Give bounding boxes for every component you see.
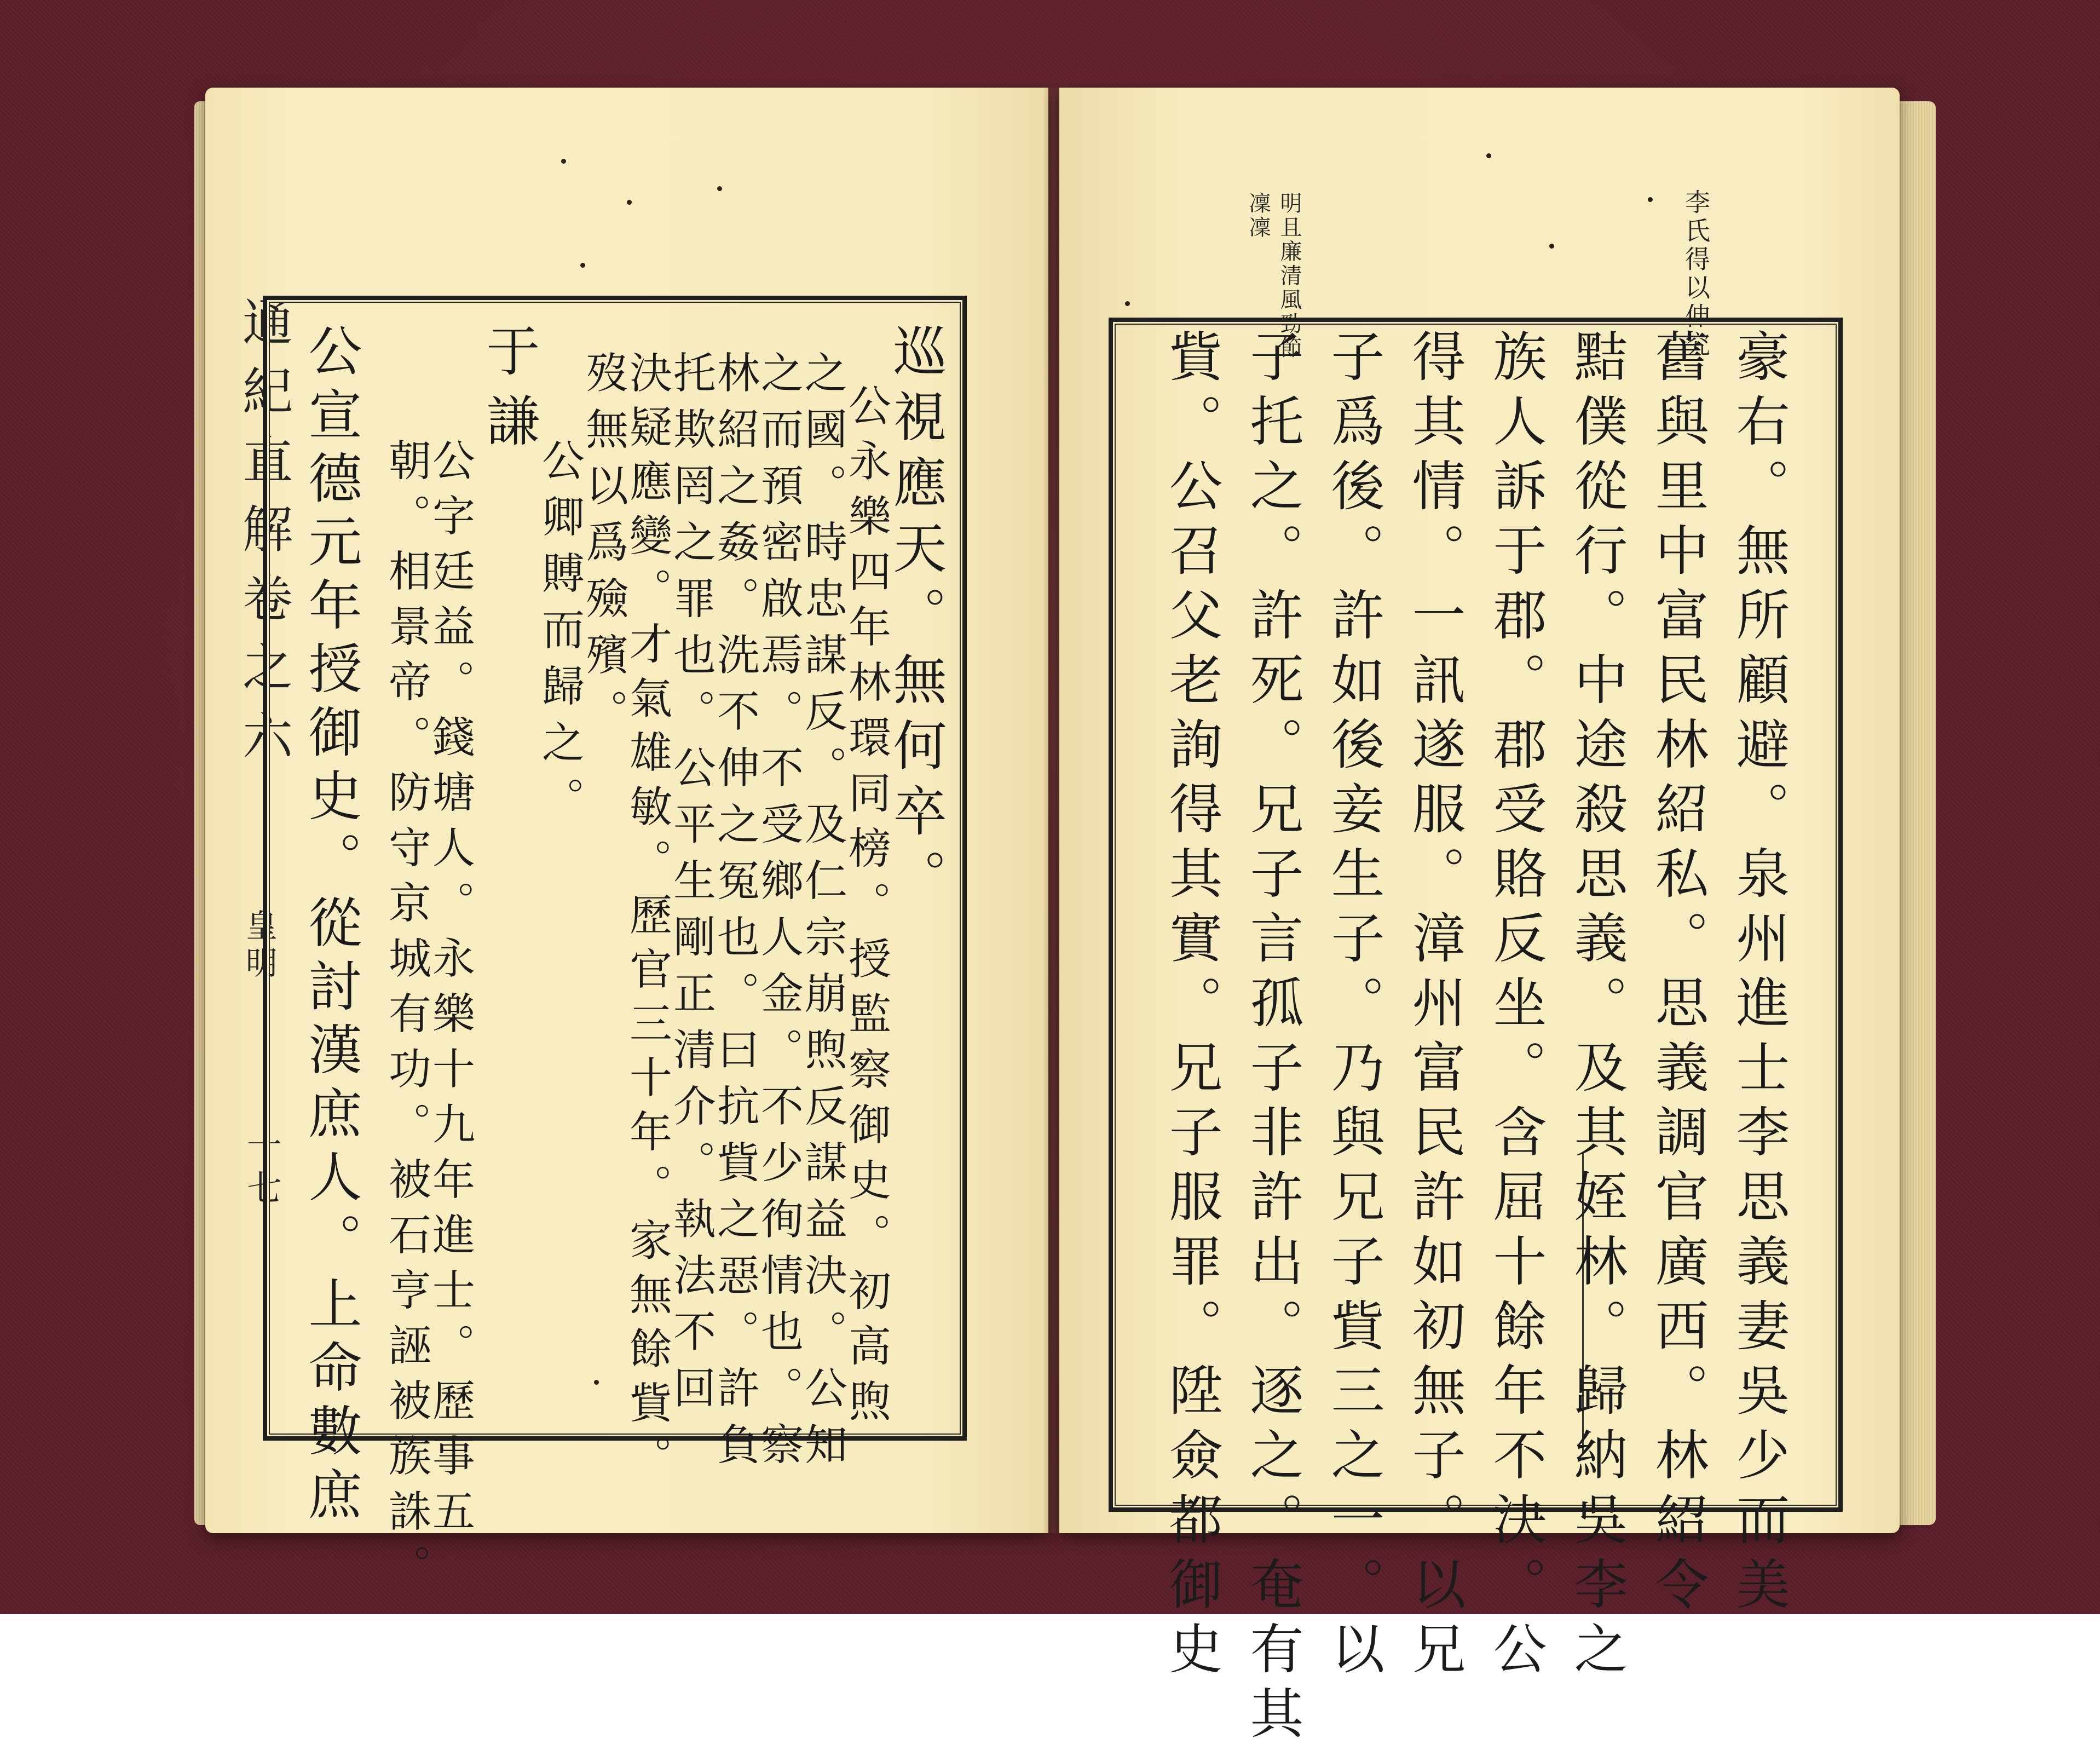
- text-column: 黠僕從行。中途殺思義。及其姪林。歸納吳李之: [1565, 329, 1628, 1685]
- text-column: 公永樂四年林環同榜。授監察御史。初高煦: [841, 383, 891, 1434]
- text-column: 托欺罔之罪也。公平生剛正清介。執法不回: [666, 350, 716, 1422]
- text-column: 豪右。無所顧避。泉州進士李思義妻吳少而美: [1727, 329, 1790, 1621]
- text-column: 朝。相景帝。防守京城有功。被石亨誣被族誅。: [382, 438, 431, 1599]
- wormhole: [1125, 301, 1130, 306]
- biography-heading: 于謙: [477, 323, 540, 463]
- text-column: 族人訴于郡。郡受賂反坐。含屈十餘年不決。公: [1484, 329, 1547, 1685]
- text-column: 公宣德元年授御史。從討漢庶人。上命數庶: [299, 323, 362, 1530]
- wormhole: [561, 159, 566, 164]
- text-column: 林紹之姦。洗不伸之冤也。曰抗貲之惡。許負: [710, 350, 759, 1478]
- text-column: 巡視應天。無何卒。: [884, 323, 947, 914]
- wormhole: [1648, 197, 1653, 202]
- text-column: 之而預密啟焉。不受鄉人金。不少徇情也。察: [754, 350, 803, 1478]
- text-column: 之國。時忠謀反。及仁宗崩煦反謀益決。公知: [798, 350, 847, 1478]
- wormhole: [1549, 244, 1554, 249]
- text-column: 貲。公召父老詢得其實。兄子服罪。陞僉都御史: [1160, 329, 1222, 1685]
- wormhole: [1486, 153, 1491, 158]
- right-page: [1059, 88, 1900, 1750]
- right-page-stack-edge: [1897, 101, 1936, 1525]
- wormhole: [717, 186, 722, 191]
- text-column: 公卿賻而歸之。: [535, 438, 584, 833]
- folio-number: 十七: [241, 1128, 281, 1211]
- text-column: 子托之。許死。兄子言孤子非許出。逐之。奄有其: [1241, 329, 1303, 1750]
- wormhole: [594, 1380, 599, 1385]
- text-column: 子爲後。許如後妾生子。乃與兄子貲三之一。以: [1322, 329, 1384, 1685]
- marginal-gloss: 明且廉清風勁節凜凜: [1245, 192, 1302, 360]
- text-column: 公字廷益。錢塘人。永樂十九年進士。歷事五: [425, 438, 475, 1544]
- text-column: 決疑應變。才氣雄敏。歷官三十年。家無餘貲。: [622, 350, 672, 1489]
- marginal-gloss: 李氏得以伸究: [1681, 189, 1711, 360]
- wormhole: [627, 200, 632, 205]
- section-margin-label: 皇明: [240, 909, 278, 983]
- text-column: 得其情。一訊遂服。漳州富民許如初無子。以兄: [1403, 329, 1466, 1685]
- text-column: 歿無以爲殮殯。: [579, 350, 628, 745]
- wormhole: [580, 263, 585, 268]
- left-page: [205, 88, 1048, 1599]
- book-title-margin: 通紀直解卷之六: [234, 296, 293, 779]
- text-column: 舊與里中富民林紹私。思義調官廣西。林紹令: [1646, 329, 1709, 1621]
